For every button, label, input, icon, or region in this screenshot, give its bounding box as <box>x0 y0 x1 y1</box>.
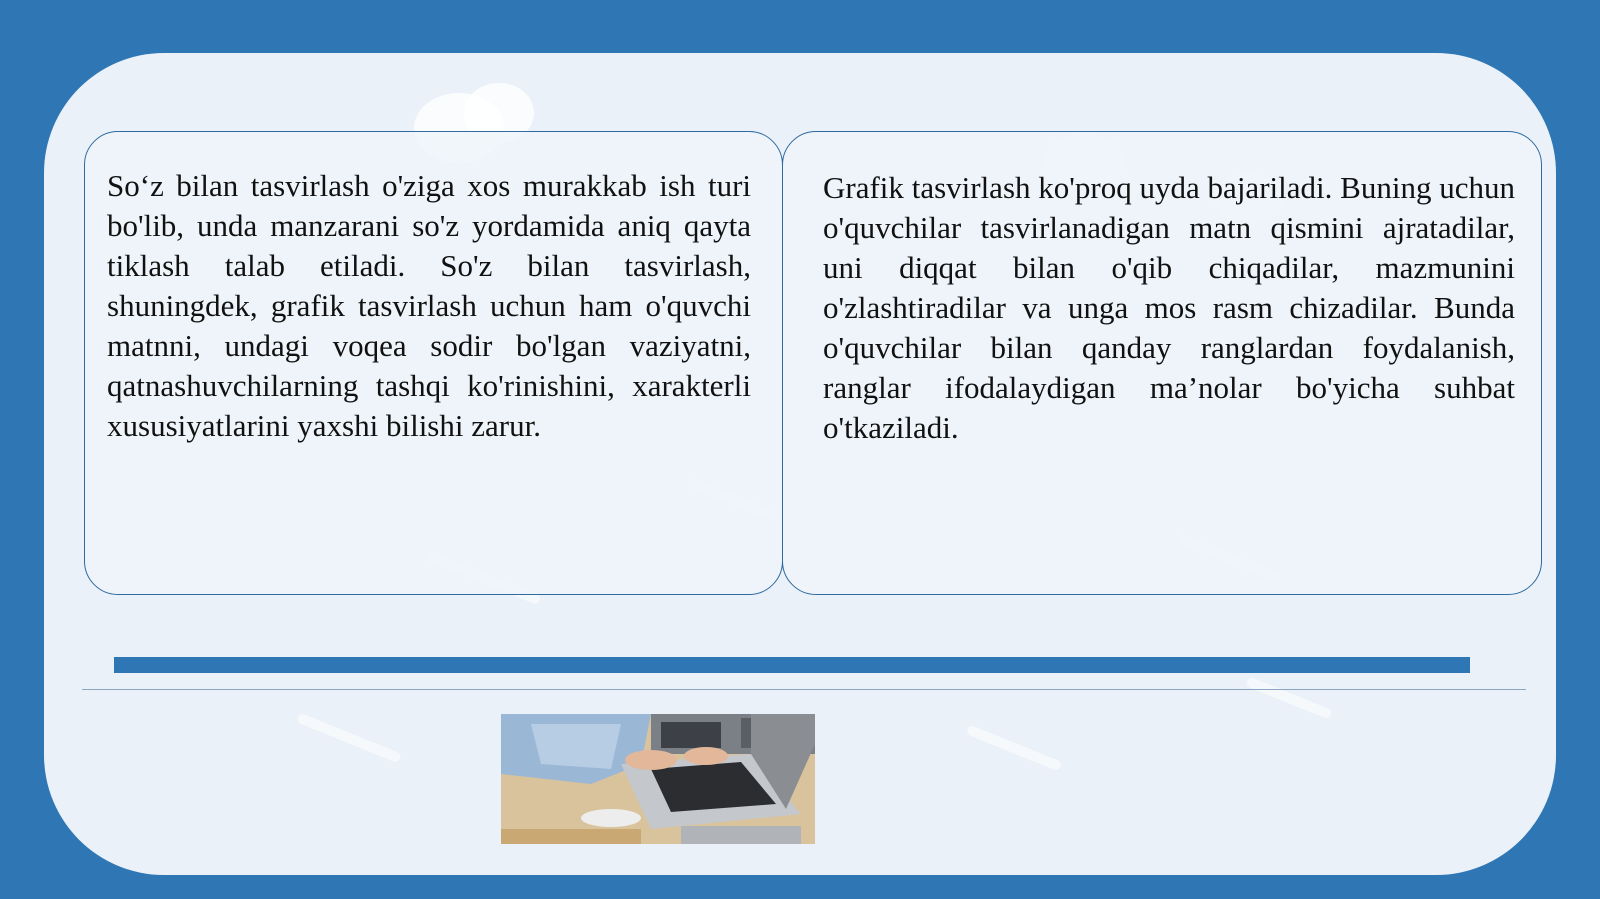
laptop-typing-photo <box>501 714 815 844</box>
accent-bar <box>114 657 1470 673</box>
streak-decoration <box>966 725 1062 772</box>
right-text-box <box>782 131 1542 595</box>
right-paragraph: Grafik tasvirlash ko'proq uyda bajariladi. Buning uchun o'quvchilar tasvirlanadigan matn qismini ajratadilar, uni diqqat bilan o'qib chiqadilar, mazmunini o'zlashtiradilar va unga mos rasm chizadilar. Bunda o'quvchilar bilan qanday ranglardan foydalanish, ranglar ifodalaydigan ma’nolar bo'yicha suhbat o'tkaziladi. <box>823 170 1515 445</box>
left-text-box <box>84 131 783 595</box>
left-paragraph: So‘z bilan tasvirlash o'ziga xos murakkab ish turi bo'lib, unda manzarani so'z yordamida aniq qayta tiklash talab etiladi. So'z bilan tasvirlash, shuningdek, grafik tasvirlash uchun ham o'quvchi matnni, undagi voqea sodir bo'lgan vaziyatni, qatnashuvchilarning tashqi ko'rinishini, xarakterli xususiyatlarini yaxshi bilishi zarur. <box>107 168 751 443</box>
streak-decoration <box>1245 677 1332 720</box>
divider-line <box>82 689 1526 690</box>
streak-decoration <box>296 713 402 763</box>
